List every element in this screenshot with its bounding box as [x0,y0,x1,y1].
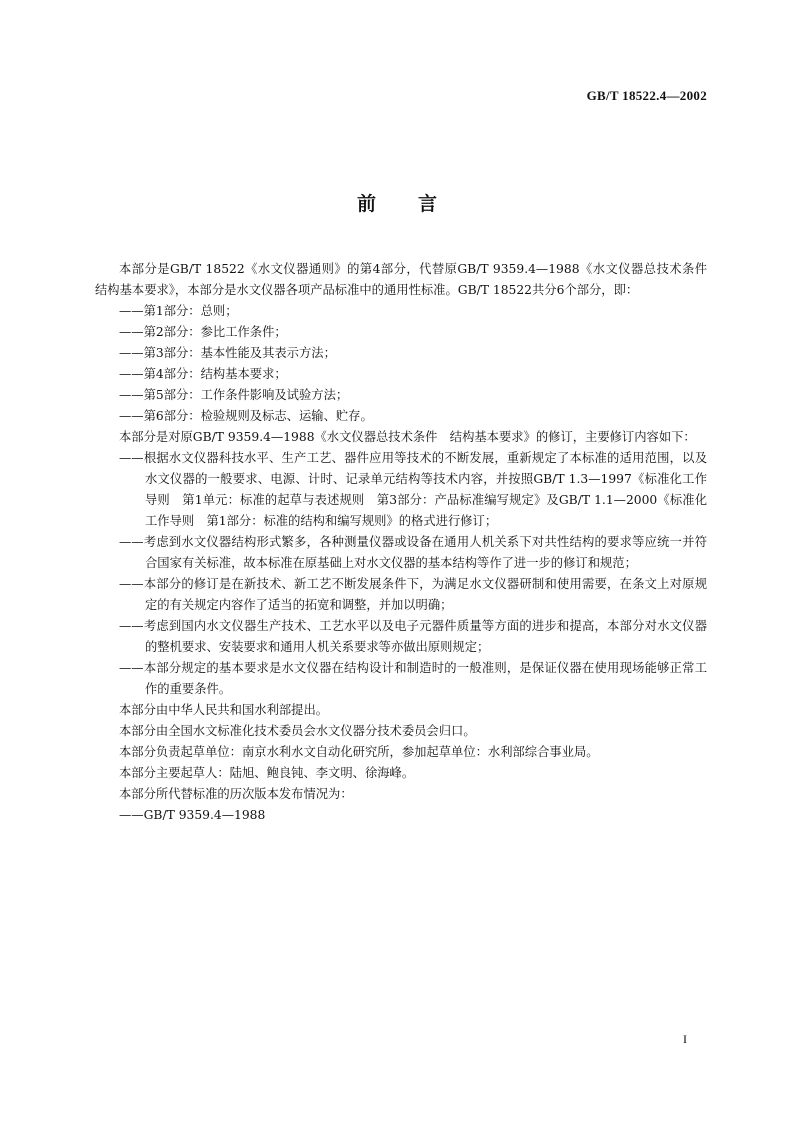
part-item: ——第4部分：结构基本要求； [119,367,287,381]
part-item: ——第6部分：检验规则及标志、运输、贮存。 [119,409,373,423]
page-title [0,189,794,216]
intro-paragraph: 本部分是GB/T 18522《水文仪器通则》的第4部分，代替原GB/T 9359.4—1988《水文仪器总技术条件 结构基本要求》，本部分是水文仪器各项产品标准中的通用性标准。GB/T 18522共分6个部分，即： [95,262,720,297]
revision-item: ——本部分规定的基本要求是水文仪器在结构设计和制造时的一般准则，是保证仪器在使用现场能够正常工作的重要条件。 [119,661,707,696]
revision-item: ——考虑到国内水文仪器生产技术、工艺水平以及电子元器件质量等方面的进步和提高，本部分对水文仪器的整机要求、安装要求和通用人机关系要求等亦做出原则规定； [119,619,707,654]
title-char-2: 言 [418,193,438,215]
closing-paragraph: 本部分主要起草人：陆旭、鲍良钝、李文明、徐海峰。 [119,766,415,780]
part-item: ——第3部分：基本性能及其表示方法； [119,346,336,360]
revision-item: ——根据水文仪器科技水平、生产工艺、器件应用等技术的不断发展，重新规定了本标准的适用范围，以及水文仪器的一般要求、电源、计时、记录单元结构等技术内容，并按照GB/T 1.3—1997《标准化工作导则 第1单元：标准的起草与表述规则 第3部分：产品标准编写规定》及GB/T 1.1—2000《标准化工作导则 第1部分：标准的结构和编写规则》的格式进行修订； [119,451,707,528]
part-item: ——第5部分：工作条件影响及试验方法； [119,388,349,402]
title-char-1: 前 [356,193,376,215]
closing-paragraph: 本部分由中华人民共和国水利部提出。 [119,703,329,717]
revision-intro-paragraph: 本部分是对原GB/T 9359.4—1988《水文仪器总技术条件 结构基本要求》的修订，主要修订内容如下： [119,430,696,444]
document-body [95,259,720,826]
closing-paragraph: 本部分由全国水文标准化技术委员会水文仪器分技术委员会归口。 [119,724,476,738]
revision-item: ——考虑到水文仪器结构形式繁多，各种测量仪器或设备在通用人机关系下对共性结构的要求等应统一并符合国家有关标准，故本标准在原基础上对水文仪器的基本结构等作了进一步的修订和规范； [119,535,707,570]
closing-paragraph: 本部分所代替标准的历次版本发布情况为： [119,787,353,801]
closing-paragraph: 本部分负责起草单位：南京水利水文自动化研究所，参加起草单位：水利部综合事业局。 [119,745,599,759]
page-number: I [683,1032,687,1046]
part-item: ——第2部分：参比工作条件； [119,325,287,339]
part-item: ——第1部分：总则； [119,304,238,318]
revision-item: ——本部分的修订是在新技术、新工艺不断发展条件下，为满足水文仪器研制和使用需要，在条文上对原规定的有关规定内容作了适当的拓宽和调整，并加以明确； [119,577,707,612]
standard-code: GB/T 18522.4—2002 [586,88,707,103]
history-item: ——GB/T 9359.4—1988 [119,808,266,822]
